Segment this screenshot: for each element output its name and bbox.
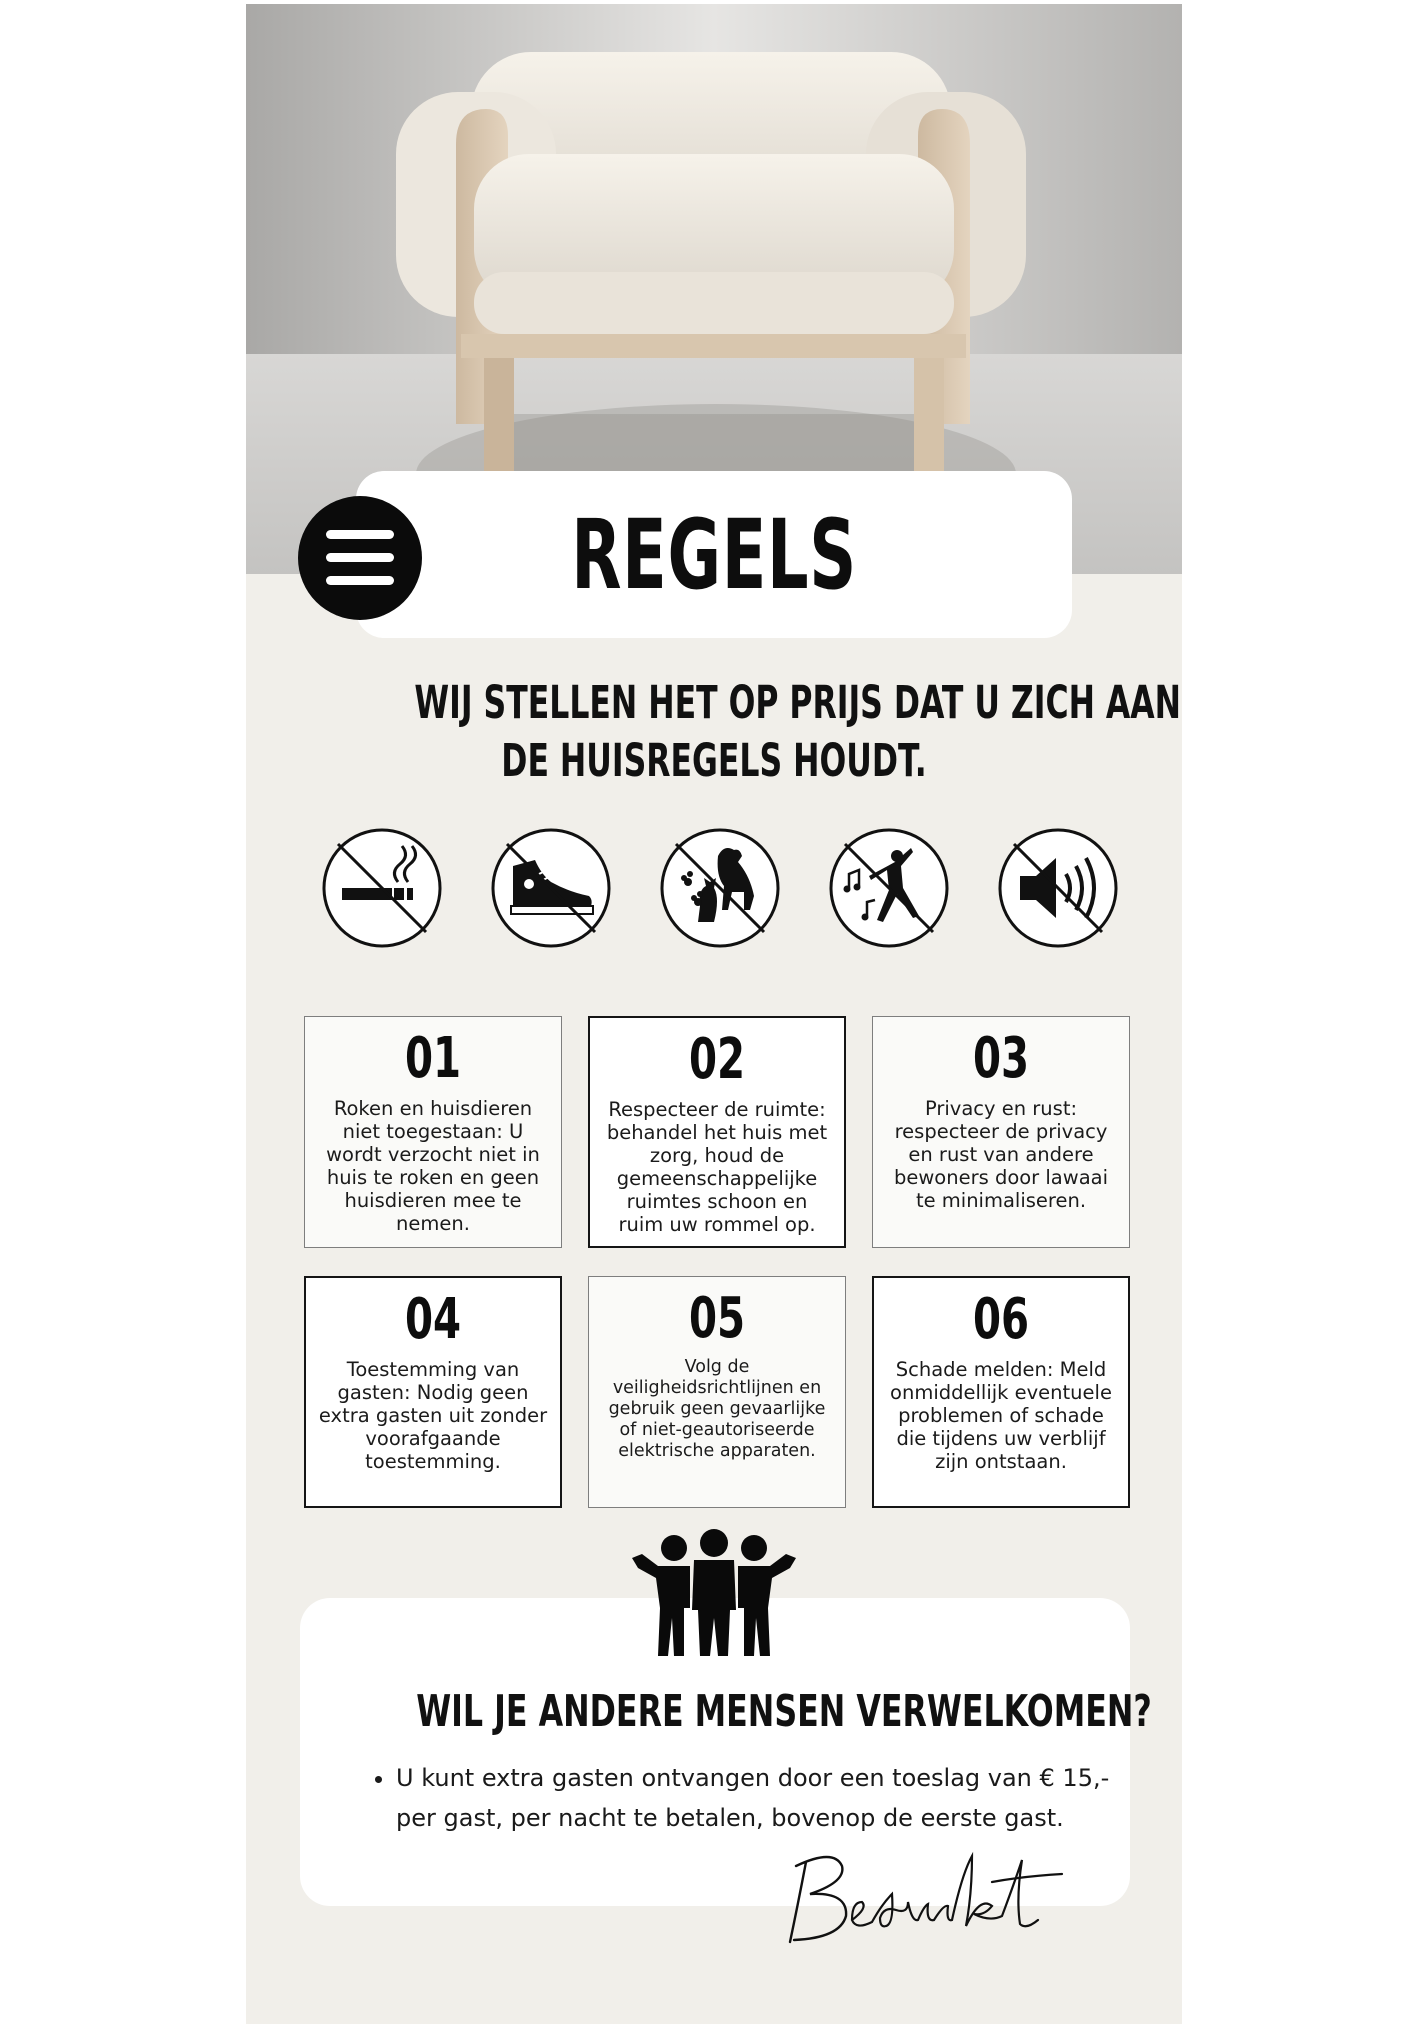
rule-number: 02 bbox=[688, 1027, 746, 1092]
title-card bbox=[356, 471, 1072, 638]
welcome-heading: WIL JE ANDERE MENSEN VERWELKOMEN? bbox=[416, 1686, 1152, 1737]
rule-card bbox=[588, 1016, 846, 1248]
intro-line-1: WIJ STELLEN HET OP PRIJS DAT U ZICH AAN bbox=[414, 676, 1182, 729]
rule-text: Schade melden: Meld onmiddellijk eventuele problemen of schade die tijdens uw verblijf zijn ontstaan. bbox=[890, 1358, 1112, 1473]
rule-text: Toestemming van gasten: Nodig geen extra gasten uit zonder voorafgaande toestemming. bbox=[318, 1358, 548, 1473]
rule-card bbox=[588, 1276, 846, 1508]
intro-line-2: DE HUISREGELS HOUDT. bbox=[501, 734, 927, 787]
rule-text: Roken en huisdieren niet toegestaan: U wordt verzocht niet in huis te roken en geen huisdieren mee te nemen. bbox=[326, 1097, 540, 1235]
hamburger-menu-icon[interactable] bbox=[298, 496, 422, 620]
no-loud-noise-icon bbox=[996, 826, 1120, 950]
rule-number: 06 bbox=[972, 1287, 1030, 1352]
prohibition-icons bbox=[320, 826, 1120, 950]
no-pets-icon bbox=[658, 826, 782, 950]
no-shoes-icon bbox=[489, 826, 613, 950]
welcome-list bbox=[364, 1758, 1126, 1838]
rules-flyer bbox=[246, 4, 1182, 2024]
rule-number: 04 bbox=[404, 1287, 462, 1352]
list-item: • U kunt extra gasten ontvangen door een toeslag van € 15,- per gast, per nacht te betalen, bovenop de eerste gast. bbox=[396, 1758, 1126, 1838]
rule-card bbox=[304, 1016, 562, 1248]
rule-card bbox=[872, 1016, 1130, 1248]
no-dancing-icon bbox=[827, 826, 951, 950]
rule-text: Respecteer de ruimte: behandel het huis met zorg, houd de gemeenschappelijke ruimtes schoon en ruim uw rommel op. bbox=[606, 1098, 828, 1236]
rule-number: 03 bbox=[972, 1026, 1030, 1091]
rule-text: Volg de veiligheidsrichtlijnen en gebruik geen gevaarlijke of niet-geautoriseerde elektrische apparaten. bbox=[608, 1357, 826, 1461]
no-smoking-icon bbox=[320, 826, 444, 950]
signature-bedankt bbox=[776, 1844, 1066, 1954]
rule-text: Privacy en rust: respecteer de privacy en rust van andere bewoners door lawaai te minimaliseren. bbox=[893, 1097, 1109, 1212]
rule-card bbox=[304, 1276, 562, 1508]
rule-card bbox=[872, 1276, 1130, 1508]
group-of-people-icon bbox=[628, 1528, 800, 1658]
page-title: REGELS bbox=[571, 498, 857, 611]
intro-text bbox=[286, 674, 1182, 790]
rule-number: 05 bbox=[688, 1286, 746, 1351]
rule-number: 01 bbox=[404, 1026, 462, 1091]
rules-grid bbox=[304, 1016, 1130, 1508]
